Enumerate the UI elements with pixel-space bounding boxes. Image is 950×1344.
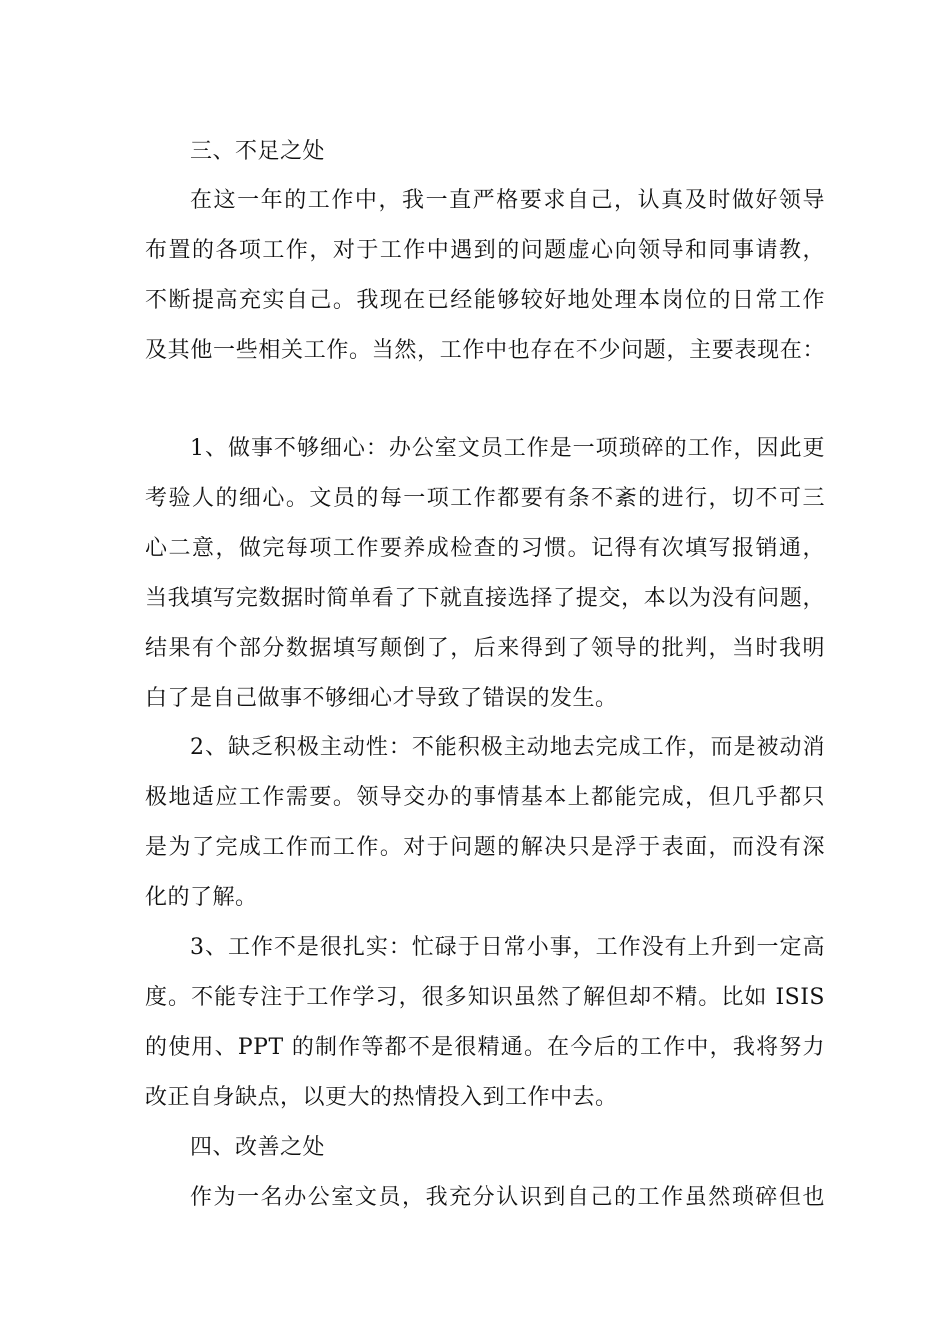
paragraph-line: 3、工作不是很扎实：忙碌于日常小事，工作没有上升到一定高 xyxy=(190,935,825,960)
paragraph-line: 的使用、PPT 的制作等都不是很精通。在今后的工作中，我将努力 xyxy=(145,1035,825,1060)
paragraph-line: 度。不能专注于工作学习，很多知识虽然了解但却不精。比如 ISIS xyxy=(145,985,825,1010)
paragraph-line: 结果有个部分数据填写颠倒了，后来得到了领导的批判，当时我明 xyxy=(145,636,825,661)
paragraph-line: 考验人的细心。文员的每一项工作都要有条不紊的进行，切不可三 xyxy=(145,486,825,511)
paragraph-line: 2、缺乏积极主动性：不能积极主动地去完成工作，而是被动消 xyxy=(190,735,825,760)
paragraph-line: 1、做事不够细心：办公室文员工作是一项琐碎的工作，因此更 xyxy=(190,436,825,461)
paragraph-line: 作为一名办公室文员，我充分认识到自己的工作虽然琐碎但也 xyxy=(190,1185,825,1210)
paragraph-line: 布置的各项工作，对于工作中遇到的问题虚心向领导和同事请教， xyxy=(145,238,825,263)
paragraph-line: 是为了完成工作而工作。对于问题的解决只是浮于表面，而没有深 xyxy=(145,835,825,860)
paragraph-line: 当我填写完数据时简单看了下就直接选择了提交，本以为没有问题， xyxy=(145,586,825,611)
paragraph-line: 极地适应工作需要。领导交办的事情基本上都能完成，但几乎都只 xyxy=(145,785,825,810)
paragraph-line: 心二意，做完每项工作要养成检查的习惯。记得有次填写报销通， xyxy=(145,536,825,561)
paragraph-line: 白了是自己做事不够细心才导致了错误的发生。 xyxy=(145,686,618,711)
section-heading: 三、不足之处 xyxy=(190,139,326,164)
paragraph-line: 在这一年的工作中，我一直严格要求自己，认真及时做好领导 xyxy=(190,188,825,213)
paragraph-line: 不断提高充实自己。我现在已经能够较好地处理本岗位的日常工作 xyxy=(145,288,825,313)
paragraph-line: 化的了解。 xyxy=(145,885,258,910)
section-heading: 四、改善之处 xyxy=(190,1135,326,1160)
paragraph-line: 及其他一些相关工作。当然，工作中也存在不少问题，主要表现在： xyxy=(145,338,825,363)
paragraph-line: 改正自身缺点，以更大的热情投入到工作中去。 xyxy=(145,1085,618,1110)
